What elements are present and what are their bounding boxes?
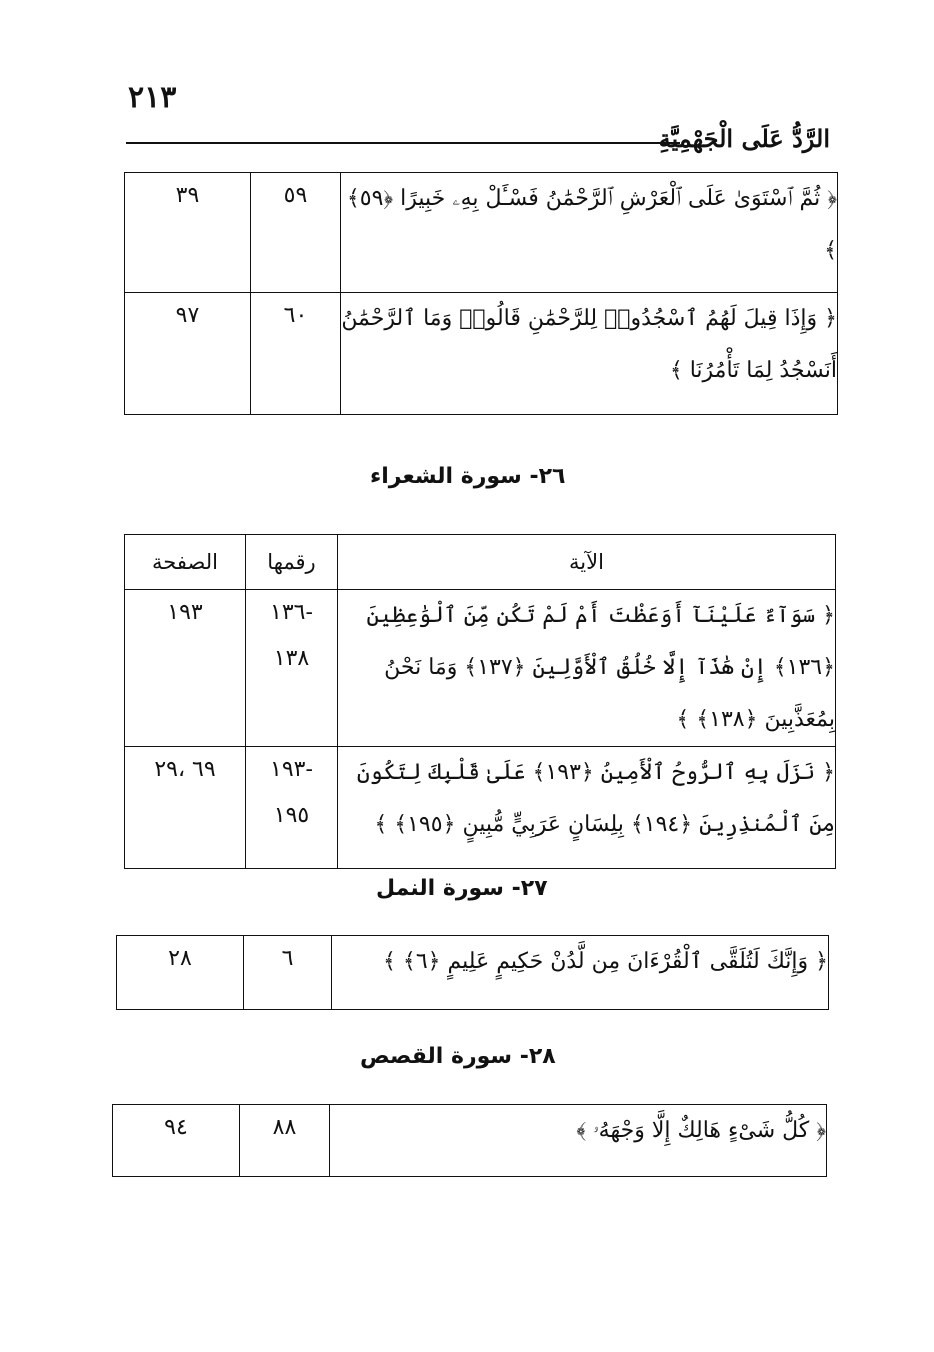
table-row [113, 1105, 827, 1177]
running-head [126, 122, 830, 162]
table-row [125, 293, 838, 415]
page-ref: ٣٩ [125, 173, 251, 293]
surah-title-26: ٢٦- سورة الشعراء [370, 464, 566, 489]
column-header-ayah: الآية [338, 535, 836, 590]
surah-title-28: ٢٨- سورة القصص [360, 1044, 556, 1069]
ayah-text: ﴿ ثُمَّ ٱسْتَوَىٰ عَلَى ٱلْعَرْشِ ٱلرَّحْمَٰنُ فَسْـَٔلْ بِهِۦ خَبِيرًا ﴿٥٩﴾ ﴾ [341, 173, 838, 293]
ayah-number [246, 590, 338, 747]
page-ref: ٩٧ [125, 293, 251, 415]
ayah-text: ﴿ سَوَآءٌ عَلَيْنَآ أَوَعَظْتَ أَمْ لَمْ تَكُن مِّنَ ٱلْوَٰعِظِينَ ﴿١٣٦﴾ إِنْ هَٰذَآ إِلَّا خُلُقُ ٱلْأَوَّلِينَ ﴿١٣٧﴾ وَمَا نَحْنُ بِمُعَذَّبِينَ ﴿١٣٨﴾ ﴾ [338, 590, 836, 747]
ayah-text: ﴿ وَإِنَّكَ لَتُلَقَّى ٱلْقُرْءَانَ مِن لَّدُنْ حَكِيمٍ عَلِيمٍ ﴿٦﴾ ﴾ [332, 936, 829, 1010]
surah-title-27: ٢٧- سورة النمل [376, 876, 548, 901]
ayah-number [246, 747, 338, 869]
page-ref: ١٩٣ [125, 590, 246, 747]
column-header-number: رقمها [246, 535, 338, 590]
ayah-number-start: -١٩٣ [270, 757, 313, 782]
table-row [125, 173, 838, 293]
ayah-number: ٨٨ [240, 1105, 330, 1177]
page-ref: ٢٨ [117, 936, 244, 1010]
header-rule [126, 142, 680, 144]
table-row [117, 936, 829, 1010]
table-row [125, 590, 836, 747]
table-header-row [125, 535, 836, 590]
ayah-number-end: ١٩٥ [273, 803, 310, 828]
verses-table-shuara [124, 534, 836, 869]
ayah-text: ﴿ نَزَلَ بِهِ ٱلرُّوحُ ٱلْأَمِينُ ﴿١٩٣﴾ عَلَىٰ قَلْبِكَ لِتَكُونَ مِنَ ٱلْمُنذِرِينَ ﴿١٩٤﴾ بِلِسَانٍ عَرَبِيٍّ مُّبِينٍ ﴿١٩٥﴾ ﴾ [338, 747, 836, 869]
ayah-number-start: -١٣٦ [270, 600, 313, 625]
running-head-title: الرَّدُّ عَلَى الْجَهْمِيَّةِ [658, 124, 830, 153]
verses-table-naml [116, 935, 829, 1010]
ayah-text: ﴿ كُلُّ شَىْءٍ هَالِكٌ إِلَّا وَجْهَهُۥ ﴾ [330, 1105, 827, 1177]
ayah-number-end: ١٣٨ [273, 646, 310, 671]
ayah-number: ٥٩ [251, 173, 341, 293]
ayah-text: ﴿ وَإِذَا قِيلَ لَهُمُ ٱسْجُدُوا۟ لِلرَّحْمَٰنِ قَالُوا۟ وَمَا ٱلرَّحْمَٰنُ أَنَسْجُدُ لِمَا تَأْمُرُنَا ﴾ [341, 293, 838, 415]
page-ref: ٦٩ ،٢٩ [125, 747, 246, 869]
verses-table-qasas [112, 1104, 827, 1177]
page-ref: ٩٤ [113, 1105, 240, 1177]
ayah-number: ٦٠ [251, 293, 341, 415]
verses-table-furqan [124, 172, 838, 415]
page-number: ٢١٣ [128, 80, 177, 115]
table-row [125, 747, 836, 869]
column-header-page: الصفحة [125, 535, 246, 590]
ayah-number: ٦ [244, 936, 332, 1010]
